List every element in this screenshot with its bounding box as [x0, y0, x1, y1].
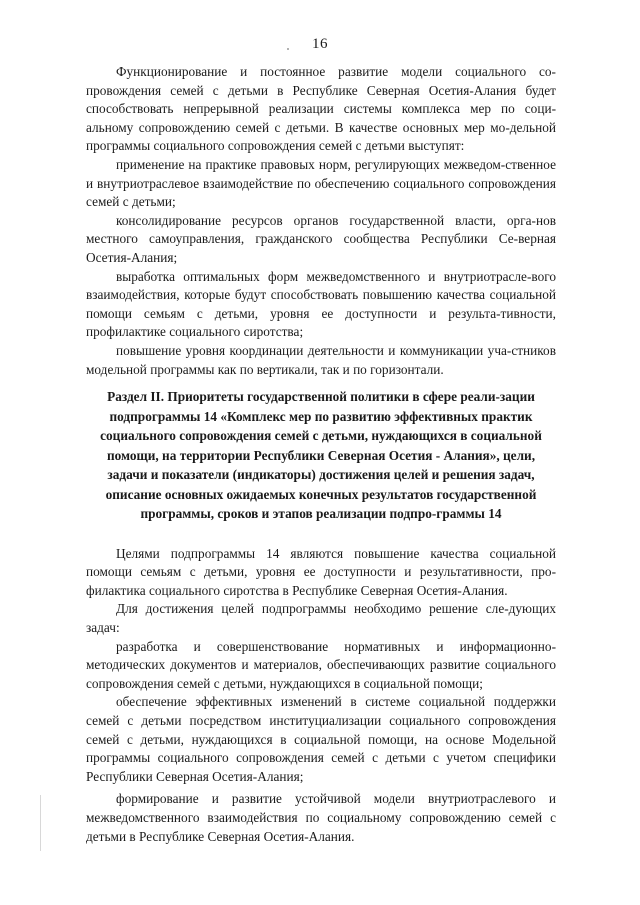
intro-list-item-3: выработка оптимальных форм межведомственного и внутриотрасле-вого взаимодействия, которые будут способствовать повышению качества социальной помощи семьям с детьми, уровня ее доступности и результа-тивности, профилактике социального сиротства;: [86, 268, 556, 340]
intro-list-item-1: применение на практике правовых норм, регулирующих межведом-ственное и внутриотраслевое взаимодействие по обеспечению социального сопровождения семей с детьми;: [86, 156, 556, 210]
tasks-intro-paragraph: Для достижения целей подпрограммы необходимо решение сле-дующих задач:: [86, 601, 556, 635]
intro-list-item-2: консолидирование ресурсов органов государственной власти, орга-нов местного самоуправления, гражданского сообщества Республики Се-верная Осетия-Алания;: [86, 212, 556, 265]
task-item-1: разработка и совершенствование нормативных и информационно-методических документов и материалов, обеспечивающих развитие социального сопровождения семей с детьми, нуждающихся в социальной помощи;: [86, 638, 556, 691]
intro-paragraph-1: Функционирование и постоянное развитие модели социального со-провождения семей с детьми в Республике Северная Осетия-Алания будет способствовать непрерывной реализации системы комплекса мер по соци-альному сопровождению семей с детьми. В качестве основных мер мо-дельной программы социального сопровождения семей с детьми выступят:: [86, 64, 556, 154]
intro-list-item-4: повышение уровня координации деятельности и коммуникации уча-стников модельной программы как по вертикали, так и по горизонтали.: [86, 342, 556, 377]
spacer: [86, 524, 556, 545]
task-item-3: формирование и развитие устойчивой модели внутриотраслевого и межведомственного взаимодействия по социальному сопровождению семей с детьми в Республике Северная Осетия-Алания.: [86, 791, 556, 844]
section-title: Раздел II. Приоритеты государственной политики в сфере реали-зации подпрограммы 14 «Комплекс мер по развитию эффективных практик социального сопровождения семей с детьми, нуждающихся в социальной помощи, на территории Республики Северная Осетия - Алания», цели, задачи и показатели (индикаторы) достижения целей и решения задач, описание основных ожидаемых конечных результатов государственной программы, сроков и этапов реализации подпро-граммы 14: [100, 389, 542, 522]
goals-paragraph: Целями подпрограммы 14 являются повышение качества социальной помощи семьям с детьми, уровня ее доступности и результативности, про-филактика социального сиротства в Республике Северная Осетия-Алания.: [86, 545, 556, 598]
page-content: [86, 63, 556, 846]
task-item-2: обеспечение эффективных изменений в системе социальной поддержки семей с детьми посредством институциализации социального сопровождения семей с детьми, нуждающихся в социальной помощи, на основе Модельной программы социального сопровождения семей с детьми с учетом специфики Республики Северная Осетия-Алания;: [86, 694, 556, 784]
scan-margin-mark: [40, 795, 41, 851]
page-number: 16: [312, 36, 328, 52]
